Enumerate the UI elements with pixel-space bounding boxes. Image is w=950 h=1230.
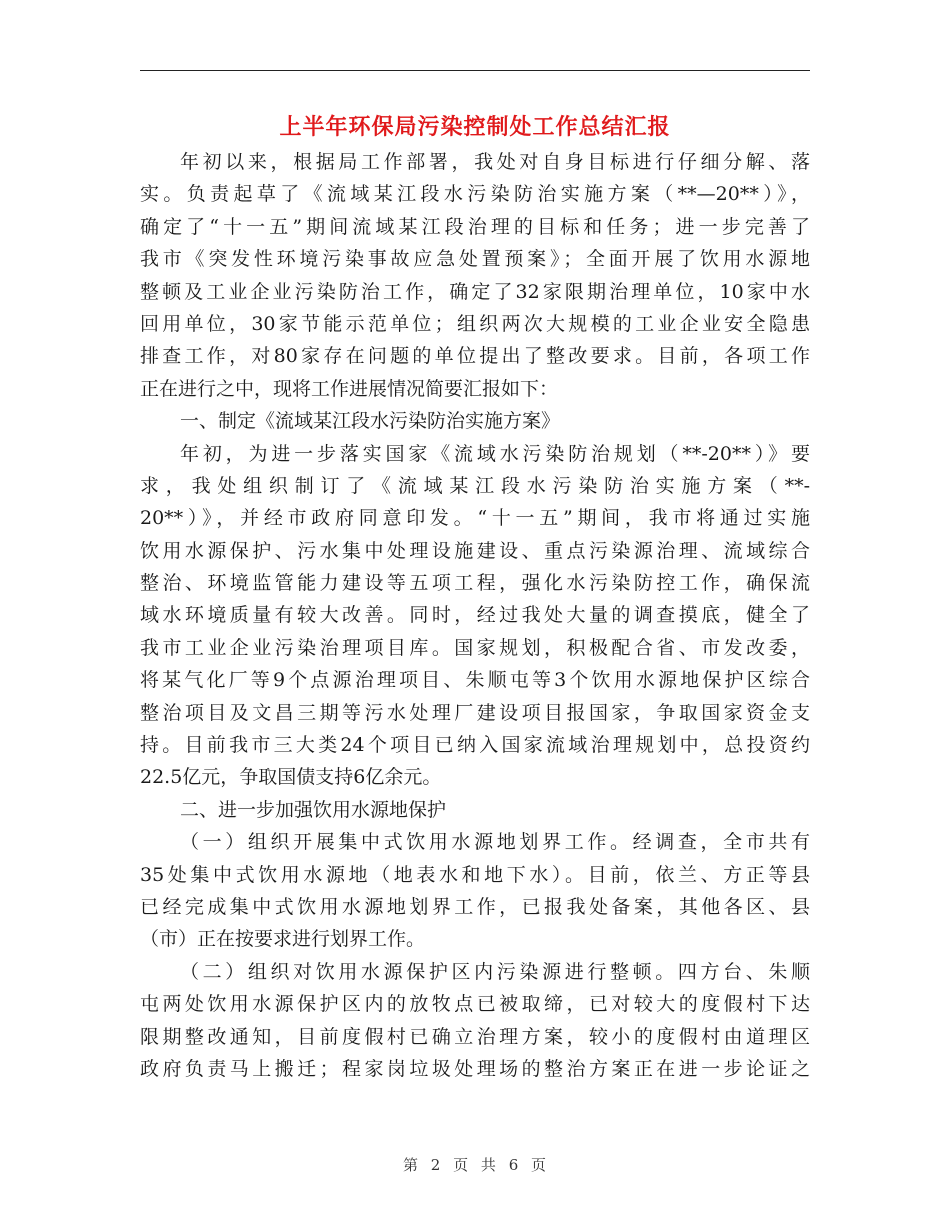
footer-ye2: 页	[531, 1156, 548, 1174]
text-line: 域水环境质量有较大改善。同时，经过我处大量的调查摸底，健全了	[140, 604, 810, 627]
text-line: 年初，为进一步落实国家《流域水污染防治规划（**-20**）》要	[180, 442, 810, 465]
total-pages: 6	[508, 1156, 520, 1174]
footer-di: 第	[402, 1156, 419, 1174]
text-line: 整顿及工业企业污染防治工作，确定了32家限期治理单位，10家中水	[140, 280, 810, 303]
text-line: （一）组织开展集中式饮用水源地划界工作。经调查，全市共有	[180, 831, 810, 854]
text-line: 回用单位，30家节能示范单位；组织两次大规模的工业企业安全隐患	[140, 312, 810, 335]
text-line: （二）组织对饮用水源保护区内污染源进行整顿。四方台、朱顺	[180, 960, 810, 983]
footer-gong: 共	[480, 1156, 497, 1174]
text-line: 整治项目及文昌三期等污水处理厂建设项目报国家，争取国家资金支	[140, 701, 810, 724]
text-line: 22.5亿元，争取国债支持6亿余元。	[140, 766, 442, 789]
text-line: 实。负责起草了《流域某江段水污染防治实施方案（**—20**）》，	[140, 183, 810, 206]
text-line: 整治、环境监管能力建设等五项工程，强化水污染防控工作，确保流	[140, 572, 810, 595]
section-heading: 二、进一步加强饮用水源地保护	[180, 798, 447, 821]
text-line: 我市《突发性环境污染事故应急处置预案》；全面开展了饮用水源地	[140, 248, 810, 271]
header-rule	[140, 70, 810, 71]
text-line: 确定了“十一五”期间流域某江段治理的目标和任务；进一步完善了	[140, 215, 810, 238]
section-heading: 一、制定《流域某江段水污染防治实施方案》	[180, 410, 561, 433]
text-line: 屯两处饮用水源保护区内的放牧点已被取缔，已对较大的度假村下达	[140, 993, 810, 1016]
page-footer	[0, 1154, 950, 1175]
text-line: 年初以来，根据局工作部署，我处对自身目标进行仔细分解、落	[180, 151, 810, 173]
document-title: 上半年环保局污染控制处工作总结汇报	[279, 115, 671, 140]
text-line: 政府负责马上搬迁；程家岗垃圾处理场的整治方案正在进一步论证之	[140, 1057, 810, 1080]
text-line: 35处集中式饮用水源地（地表水和地下水）。目前，依兰、方正等县	[140, 863, 810, 886]
text-line: 求，我处组织制订了《流域某江段水污染防治实施方案（**-	[140, 474, 810, 497]
text-line: 20**）》，并经市政府同意印发。“十一五”期间，我市将通过实施	[140, 507, 810, 530]
text-line: 限期整改通知，目前度假村已确立治理方案，较小的度假村由道理区	[140, 1025, 810, 1048]
text-line: 饮用水源保护、污水集中处理设施建设、重点污染源治理、流域综合	[140, 539, 810, 562]
text-line: 排查工作，对80家存在问题的单位提出了整改要求。目前，各项工作	[140, 345, 810, 368]
text-line: （市）正在按要求进行划界工作。	[140, 928, 426, 951]
text-line: 正在进行之中，现将工作进展情况简要汇报如下：	[140, 377, 559, 400]
text-line: 将某气化厂等9个点源治理项目、朱顺屯等3个饮用水源地保护区综合	[140, 669, 810, 692]
footer-ye: 页	[453, 1156, 470, 1174]
text-line: 我市工业企业污染治理项目库。国家规划，积极配合省、市发改委，	[140, 636, 810, 659]
text-line: 持。目前我市三大类24个项目已纳入国家流域治理规划中，总投资约	[140, 734, 810, 757]
text-line: 已经完成集中式饮用水源地划界工作，已报我处备案，其他各区、县	[140, 895, 810, 918]
document-body	[140, 146, 810, 1085]
page-number: 2	[430, 1156, 442, 1174]
